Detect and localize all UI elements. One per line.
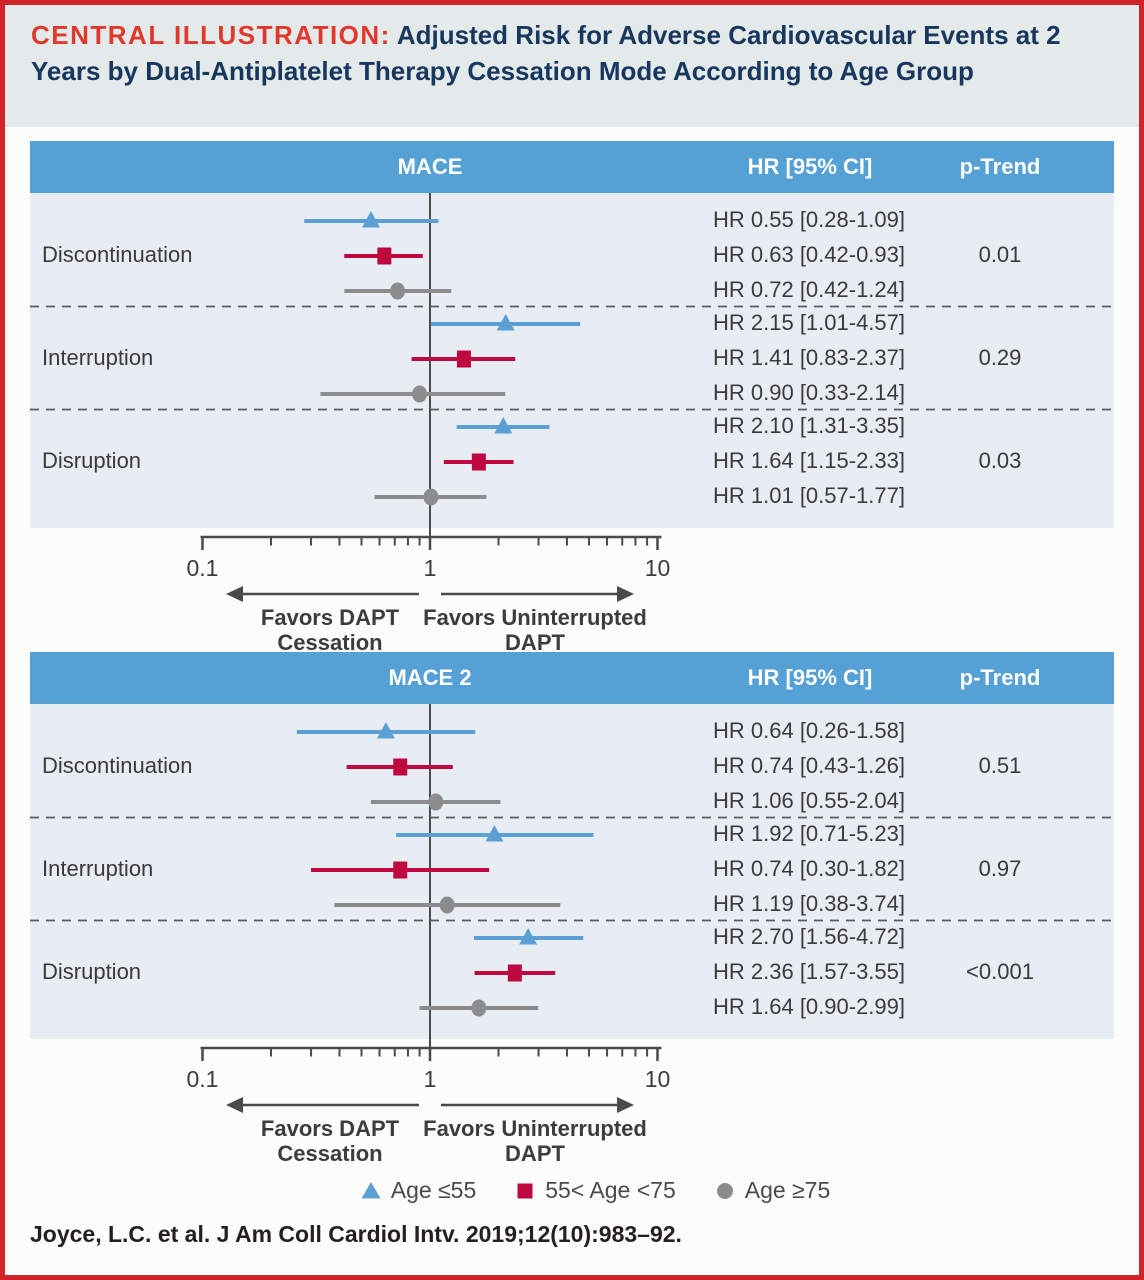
axis-caption: Cessation <box>277 1141 383 1163</box>
hr-ci-text: HR 1.64 [0.90-2.99] <box>713 994 906 1019</box>
hr-ci-text: HR 0.64 [0.26-1.58] <box>713 718 906 743</box>
square-marker <box>393 759 407 776</box>
p-column-header: p-Trend <box>959 665 1041 690</box>
axis-tick-label: 0.1 <box>186 1066 219 1092</box>
p-trend-value: 0.03 <box>978 448 1022 473</box>
axis-tick-label: 1 <box>423 1066 437 1092</box>
group-label: Interruption <box>42 345 154 370</box>
axis-svg <box>30 1039 1114 1163</box>
hr-ci-text: HR 1.19 [0.38-3.74] <box>713 891 906 916</box>
group-label: Disruption <box>42 959 142 984</box>
p-trend-value: <0.001 <box>966 959 1034 984</box>
right-arrow-icon <box>617 586 634 602</box>
circle-marker <box>440 897 455 914</box>
p-trend-value: 0.51 <box>978 753 1022 778</box>
panel-header-2 <box>30 652 1114 704</box>
hr-column-header: HR [95% CI] <box>747 665 873 690</box>
square-marker <box>457 351 471 368</box>
legend-item-triangle <box>360 1177 477 1204</box>
panel-header-1 <box>30 141 1114 193</box>
left-arrow-icon <box>226 1097 243 1113</box>
hr-ci-text: HR 1.64 [1.15-2.33] <box>713 448 906 473</box>
group-label: Discontinuation <box>42 242 193 267</box>
axis-caption: DAPT <box>505 630 565 652</box>
forest-plot-svg <box>30 704 1114 1039</box>
square-marker <box>472 454 486 471</box>
axis-caption: Favors Uninterrupted <box>423 1116 647 1141</box>
p-trend-value: 0.97 <box>978 856 1022 881</box>
square-icon <box>514 1179 536 1201</box>
hr-ci-text: HR 2.36 [1.57-3.55] <box>713 959 906 984</box>
square-marker <box>508 965 522 982</box>
hr-ci-text: HR 0.90 [0.33-2.14] <box>713 380 906 405</box>
axis-tick-label: 1 <box>423 555 437 581</box>
square-marker <box>393 862 407 879</box>
axis-caption: Cessation <box>277 630 383 652</box>
hr-ci-text: HR 0.74 [0.30-1.82] <box>713 856 906 881</box>
legend-label: 55< Age <75 <box>545 1176 676 1203</box>
citation: Joyce, L.C. et al. J Am Coll Cardiol Intv. 2019;12(10):983–92. <box>30 1221 682 1247</box>
legend-label: Age ≤55 <box>390 1176 477 1203</box>
square-marker <box>377 248 391 265</box>
circle-marker <box>390 283 405 300</box>
forest-panel-2 <box>30 652 1114 1163</box>
p-trend-value: 0.29 <box>978 345 1022 370</box>
legend-item-circle <box>714 1177 831 1204</box>
chart-title: MACE 2 <box>388 665 472 690</box>
hr-ci-text: HR 1.06 [0.55-2.04] <box>713 788 906 813</box>
triangle-icon <box>360 1179 382 1201</box>
axis-tick-label: 0.1 <box>186 555 219 581</box>
circle-marker <box>428 794 443 811</box>
hr-ci-text: HR 1.41 [0.83-2.37] <box>713 345 906 370</box>
hr-ci-text: HR 0.55 [0.28-1.09] <box>713 207 906 232</box>
axis-chart-1 <box>30 528 1114 652</box>
axis-caption: DAPT <box>505 1141 565 1163</box>
chart-title: MACE <box>397 154 463 179</box>
hr-ci-text: HR 0.72 [0.42-1.24] <box>713 277 906 302</box>
p-trend-value: 0.01 <box>978 242 1022 267</box>
axis-tick-label: 10 <box>644 1066 671 1092</box>
axis-caption: Favors Uninterrupted <box>423 605 647 630</box>
legend-item-square <box>514 1177 675 1204</box>
hr-ci-text: HR 0.63 [0.42-0.93] <box>713 242 906 267</box>
group-label: Interruption <box>42 856 154 881</box>
figure-title <box>5 5 1139 127</box>
figure-title-label: CENTRAL ILLUSTRATION: <box>31 20 391 50</box>
forest-plot-body-1 <box>30 193 1114 528</box>
circle-icon <box>714 1179 736 1201</box>
left-arrow-icon <box>226 586 243 602</box>
circle-marker <box>412 386 427 403</box>
forest-panel-1 <box>30 141 1114 652</box>
hr-ci-text: HR 2.10 [1.31-3.35] <box>713 413 906 438</box>
axis-caption: Favors DAPT <box>260 1116 400 1141</box>
hr-ci-text: HR 1.92 [0.71-5.23] <box>713 821 906 846</box>
figure-title-text: Adjusted Risk for Adverse Cardiovascular Events at 2 Years by Dual-Antiplatelet Therapy Cessation Mode According to Age Group <box>31 20 1061 86</box>
legend <box>5 1175 1139 1205</box>
group-label: Discontinuation <box>42 753 193 778</box>
forest-plot-body-2 <box>30 704 1114 1039</box>
axis-caption: Favors DAPT <box>260 605 400 630</box>
right-arrow-icon <box>617 1097 634 1113</box>
axis-chart-2 <box>30 1039 1114 1163</box>
circle-marker <box>423 489 438 506</box>
hr-ci-text: HR 1.01 [0.57-1.77] <box>713 483 906 508</box>
group-label: Disruption <box>42 448 142 473</box>
hr-ci-text: HR 2.70 [1.56-4.72] <box>713 924 906 949</box>
axis-tick-label: 10 <box>644 555 671 581</box>
forest-plots-container <box>30 141 1114 1163</box>
axis-svg <box>30 528 1114 652</box>
hr-ci-text: HR 0.74 [0.43-1.26] <box>713 753 906 778</box>
p-column-header: p-Trend <box>959 154 1041 179</box>
hr-column-header: HR [95% CI] <box>747 154 873 179</box>
circle-marker <box>471 1000 486 1017</box>
forest-plot-svg <box>30 193 1114 528</box>
legend-label: Age ≥75 <box>744 1176 831 1203</box>
hr-ci-text: HR 2.15 [1.01-4.57] <box>713 310 906 335</box>
